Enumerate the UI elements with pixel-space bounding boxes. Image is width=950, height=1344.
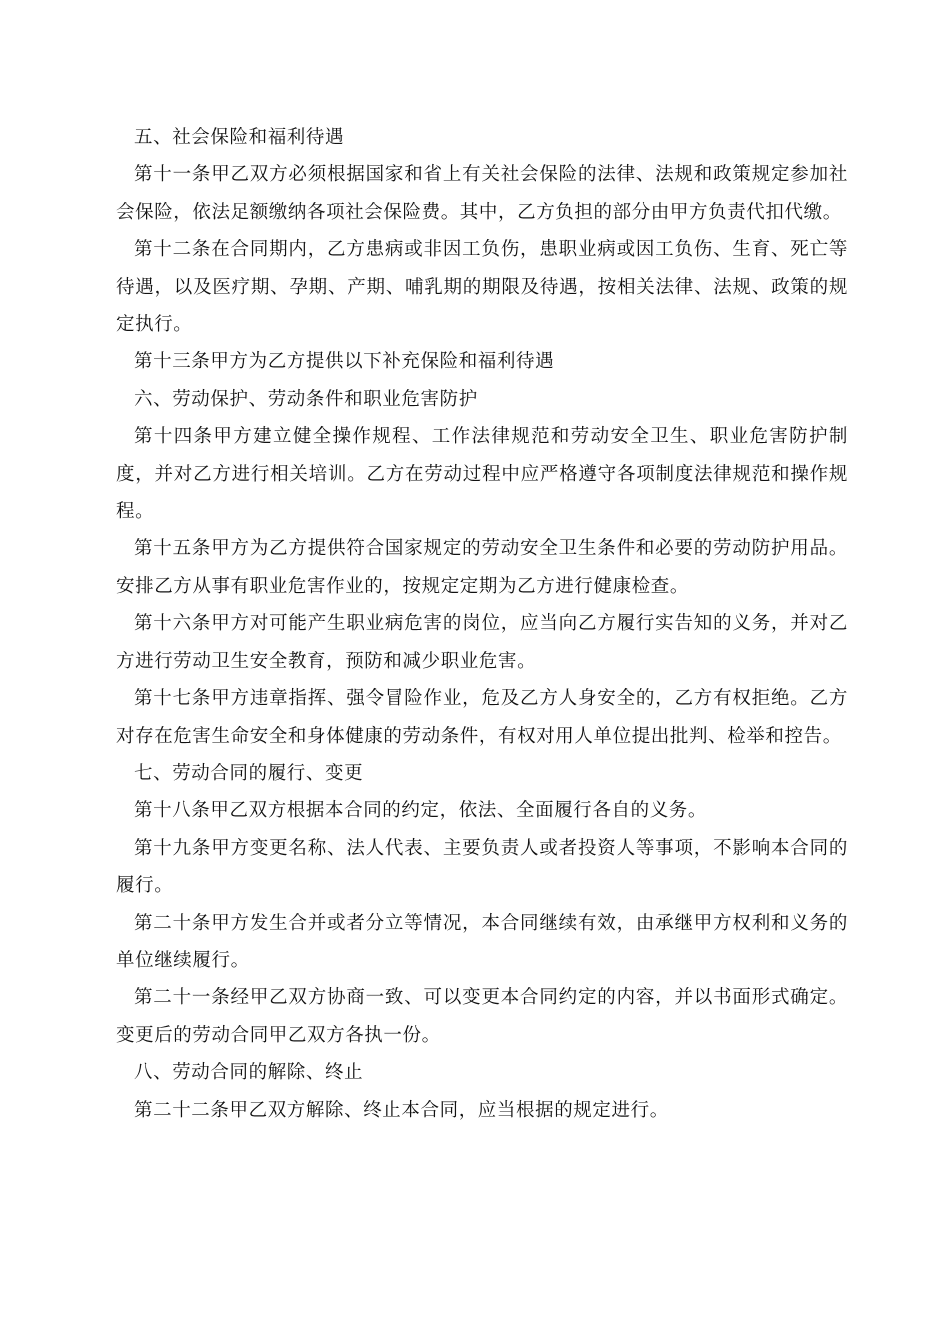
article-20-paragraph: 第二十条甲方发生合并或者分立等情况，本合同继续有效，由承继甲方权利和义务的单位继续履行。 <box>116 912 848 971</box>
section-heading-labor-protection: 六、劳动保护、劳动条件和职业危害防护 <box>134 388 478 410</box>
article-14-paragraph: 第十四条甲方建立健全操作规程、工作法律规范和劳动安全卫生、职业危害防护制度，并对乙方进行相关培训。乙方在劳动过程中应严格遵守各项制度法律规范和操作规程。 <box>116 426 848 523</box>
article-19-paragraph: 第十九条甲方变更名称、法人代表、主要负责人或者投资人等事项，不影响本合同的履行。 <box>116 837 848 897</box>
section-heading-contract-termination: 八、劳动合同的解除、终止 <box>134 1062 364 1084</box>
article-15-paragraph: 第十五条甲方为乙方提供符合国家规定的劳动安全卫生条件和必要的劳动防护用品。安排乙方从事有职业危害作业的，按规定定期为乙方进行健康检查。 <box>116 538 848 597</box>
article-22-paragraph: 第二十二条甲乙双方解除、终止本合同，应当根据的规定进行。 <box>134 1099 669 1121</box>
article-21-paragraph: 第二十一条经甲乙双方协商一致、可以变更本合同约定的内容，并以书面形式确定。变更后的劳动合同甲乙双方各执一份。 <box>116 987 848 1046</box>
article-11-paragraph: 第十一条甲乙双方必须根据国家和省上有关社会保险的法律、法规和政策规定参加社会保险，依法足额缴纳各项社会保险费。其中，乙方负担的部分由甲方负责代扣代缴。 <box>116 164 848 223</box>
article-18-paragraph: 第十八条甲乙双方根据本合同的约定，依法、全面履行各自的义务。 <box>134 800 708 822</box>
section-heading-contract-performance: 七、劳动合同的履行、变更 <box>134 762 364 784</box>
article-12-paragraph: 第十二条在合同期内，乙方患病或非因工负伤，患职业病或因工负伤、生育、死亡等待遇，以及医疗期、孕期、产期、哺乳期的期限及待遇，按相关法律、法规、政策的规定执行。 <box>116 239 848 336</box>
document-body <box>116 119 848 1129</box>
article-13-paragraph: 第十三条甲方为乙方提供以下补充保险和福利待遇 <box>134 351 555 373</box>
article-17-paragraph: 第十七条甲方违章指挥、强令冒险作业，危及乙方人身安全的，乙方有权拒绝。乙方对存在危害生命安全和身体健康的劳动条件，有权对用人单位提出批判、检举和控告。 <box>116 688 848 747</box>
section-heading-social-insurance: 五、社会保险和福利待遇 <box>134 127 345 148</box>
article-16-paragraph: 第十六条甲方对可能产生职业病危害的岗位，应当向乙方履行实告知的义务，并对乙方进行劳动卫生安全教育，预防和减少职业危害。 <box>116 613 848 672</box>
